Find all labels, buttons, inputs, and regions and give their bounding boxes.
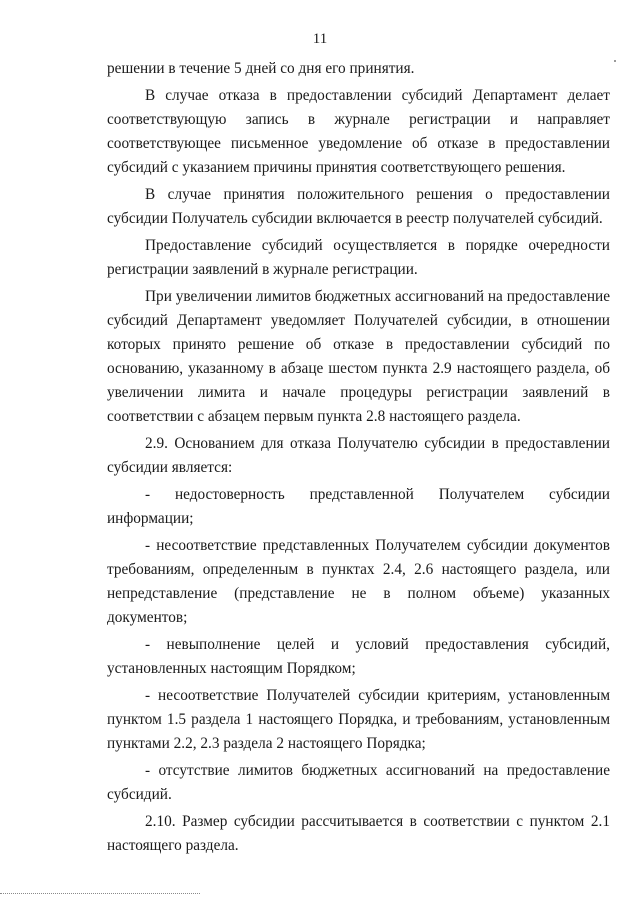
list-item-line: установленных настоящим Порядком; [107,660,356,677]
paragraph-limit-increase: При увеличении лимитов бюджетных ассигнований на предоставление субсидий Департамент уведомляет Получателей субсидии, в отношении которых принято решение об отказе в предоставлении субсидий по основанию, указанному в абзаце шестом пункта 2.9 настоящего раздела, об увеличении лимита и начале процедуры регистрации заявлений в соответствии с абзацем первым пункта 2.8 настоящего раздела. [107,288,610,425]
footnote-divider [0,893,200,894]
document-body [107,57,610,858]
paragraph-2-9-heading: 2.9. Основанием для отказа Получателю субсидии в предоставлении субсидии является: [107,435,610,476]
paragraph-positive-decision: В случае принятия положительного решения о предоставлении субсидии Получатель субсидии включается в реестр получателей субсидий. [107,186,610,227]
page-number: 11 [312,31,328,47]
paragraph-order-of-provision: Предоставление субсидий осуществляется в порядке очередности регистрации заявлений в журнале регистрации. [107,237,610,278]
paragraph-refusal-registration: В случае отказа в предоставлении субсидий Департамент делает соответствующую запись в журнале регистрации и направляет соответствующее письменное уведомление об отказе в предоставлении субсидий с указанием причины принятия соответствующего решения. [107,87,610,176]
paragraph-2-10: 2.10. Размер субсидии рассчитывается в соответствии с пунктом 2.1 настоящего раздела. [107,813,610,854]
list-item-unreliable-info [107,483,610,531]
list-item-document-mismatch: - несоответствие представленных Получателем субсидии документов требованиям, определенным в пунктах 2.4, 2.6 настоящего раздела, или непредставление (представление не в полном объеме) указанных документов; [107,537,610,626]
list-item-no-limits: - отсутствие лимитов бюджетных ассигнований на предоставление субсидий. [107,762,610,803]
list-item-line: - недостоверность представленной Получателем субсидии [145,486,610,503]
paragraph-continuation: решении в течение 5 дней со дня его принятия. [107,60,415,77]
list-item-line: - невыполнение целей и условий предоставления субсидий, [145,636,610,653]
list-item-criteria-mismatch: - несоответствие Получателей субсидии критериям, установленным пунктом 1.5 раздела 1 настоящего Порядка, и требованиям, установленным пунктами 2.2, 2.3 раздела 2 настоящего Порядка; [107,687,610,752]
scan-speck [614,60,616,62]
list-item-line: информации; [107,510,194,527]
list-item-non-fulfillment [107,633,610,681]
